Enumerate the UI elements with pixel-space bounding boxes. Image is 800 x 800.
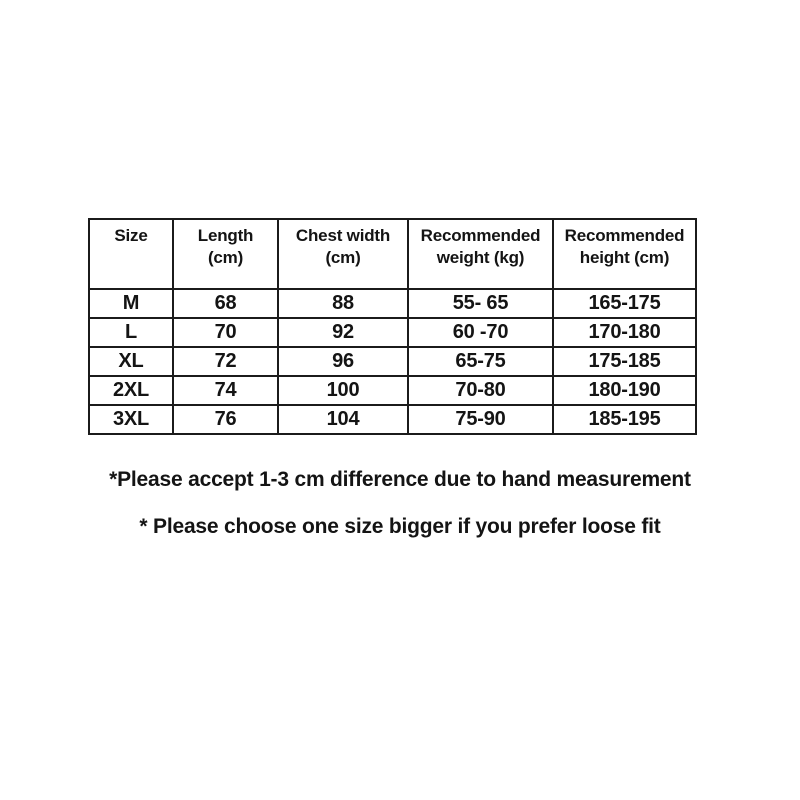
column-header-line2: (cm) [207,248,244,267]
table-row [89,289,696,318]
weight-cell: 70-80 [408,376,553,405]
length-cell: 70 [173,318,278,347]
length-cell: 74 [173,376,278,405]
column-header-line2: weight (kg) [436,248,525,267]
column-header-line1: Recommended [564,226,685,245]
column-header-recommended-weight [408,219,553,289]
weight-cell: 65-75 [408,347,553,376]
column-header-line2: height (cm) [579,248,670,267]
note-measurement-tolerance: *Please accept 1-3 cm difference due to hand measurement [109,468,691,491]
size-chart-table [88,218,697,435]
column-header-line1: Recommended [420,226,541,245]
chest-cell: 92 [278,318,408,347]
column-header-line1: Length [197,226,254,245]
table-row [89,405,696,434]
column-header-recommended-height [553,219,696,289]
height-cell: 170-180 [553,318,696,347]
table-row [89,347,696,376]
height-cell: 175-185 [553,347,696,376]
chest-cell: 104 [278,405,408,434]
column-header-line2: (cm) [325,248,361,267]
chest-cell: 100 [278,376,408,405]
table-header-row [89,219,696,289]
table-row [89,318,696,347]
note-loose-fit: * Please choose one size bigger if you prefer loose fit [139,515,661,538]
chest-cell: 88 [278,289,408,318]
size-cell: M [89,289,173,318]
column-header-size [89,219,173,289]
weight-cell: 60 -70 [408,318,553,347]
size-cell: 3XL [89,405,173,434]
weight-cell: 55- 65 [408,289,553,318]
size-cell: XL [89,347,173,376]
height-cell: 185-195 [553,405,696,434]
length-cell: 72 [173,347,278,376]
weight-cell: 75-90 [408,405,553,434]
size-cell: 2XL [89,376,173,405]
length-cell: 76 [173,405,278,434]
table-row [89,376,696,405]
column-header-chest-width [278,219,408,289]
column-header-line1: Chest width [295,226,391,245]
chest-cell: 96 [278,347,408,376]
height-cell: 165-175 [553,289,696,318]
footnotes [0,466,800,560]
column-header-length [173,219,278,289]
column-header-line1: Size [114,226,148,245]
height-cell: 180-190 [553,376,696,405]
size-cell: L [89,318,173,347]
length-cell: 68 [173,289,278,318]
